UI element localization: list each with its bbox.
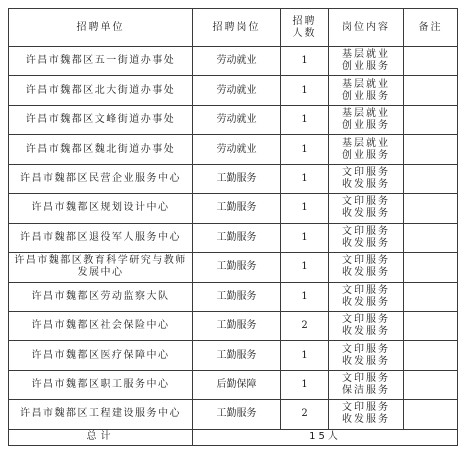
table-row [9, 282, 458, 311]
cell-content-line1: 文印服务 [342, 225, 390, 237]
cell-count: 1 [281, 223, 329, 252]
cell-content [329, 76, 404, 105]
cell-position: 工勤服务 [193, 341, 281, 370]
cell-content-line1: 文印服务 [342, 255, 390, 267]
table-row [9, 76, 458, 105]
cell-content-line1: 文印服务 [342, 314, 390, 326]
cell-unit: 许昌市魏都区民营企业服务中心 [9, 164, 193, 193]
cell-content [329, 223, 404, 252]
cell-count: 1 [281, 194, 329, 223]
cell-notes [404, 76, 458, 105]
table-row [9, 253, 458, 282]
table-row [9, 47, 458, 76]
table-row [9, 311, 458, 340]
cell-position: 劳动就业 [193, 135, 281, 164]
cell-content [329, 253, 404, 282]
total-label: 总计 [9, 429, 193, 445]
cell-content-line2: 收发服务 [342, 414, 390, 426]
recruitment-table [8, 8, 458, 446]
cell-unit: 许昌市魏都区退役军人服务中心 [9, 223, 193, 252]
header-notes: 备注 [404, 9, 458, 47]
cell-unit: 许昌市魏都区医疗保障中心 [9, 341, 193, 370]
cell-content-line1: 文印服务 [342, 343, 390, 355]
cell-position: 工勤服务 [193, 194, 281, 223]
table-row [9, 223, 458, 252]
cell-unit: 许昌市魏都区规划设计中心 [9, 194, 193, 223]
cell-count: 1 [281, 76, 329, 105]
table-row [9, 370, 458, 399]
header-row [9, 9, 458, 47]
cell-count: 1 [281, 253, 329, 282]
total-row [9, 429, 458, 445]
cell-content-line1: 文印服务 [342, 196, 390, 208]
cell-position: 劳动就业 [193, 76, 281, 105]
cell-content-line1: 基层就业 [342, 108, 390, 120]
header-count [281, 9, 329, 47]
cell-content [329, 135, 404, 164]
cell-unit: 许昌市魏都区文峰街道办事处 [9, 105, 193, 134]
cell-notes [404, 282, 458, 311]
table-row [9, 194, 458, 223]
cell-position: 劳动就业 [193, 105, 281, 134]
cell-content [329, 282, 404, 311]
cell-position: 工勤服务 [193, 282, 281, 311]
cell-notes [404, 47, 458, 76]
cell-content-line2: 收发服务 [342, 237, 390, 249]
cell-count: 1 [281, 164, 329, 193]
cell-content-line2: 保洁服务 [342, 385, 390, 397]
cell-unit: 许昌市魏都区北大街道办事处 [9, 76, 193, 105]
cell-count: 1 [281, 135, 329, 164]
cell-content [329, 370, 404, 399]
cell-content-line2: 创业服务 [342, 120, 390, 132]
cell-notes [404, 194, 458, 223]
table-row [9, 135, 458, 164]
header-count-line1: 招聘 [292, 15, 317, 27]
table-row [9, 164, 458, 193]
cell-content [329, 311, 404, 340]
cell-content [329, 194, 404, 223]
cell-unit: 许昌市魏都区社会保险中心 [9, 311, 193, 340]
cell-content-line1: 文印服务 [342, 373, 390, 385]
cell-position: 工勤服务 [193, 253, 281, 282]
cell-unit: 许昌市魏都区工程建设服务中心 [9, 400, 193, 429]
cell-unit: 许昌市魏都区劳动监察大队 [9, 282, 193, 311]
cell-notes [404, 105, 458, 134]
cell-content-line1: 文印服务 [342, 284, 390, 296]
header-unit: 招聘单位 [9, 9, 193, 47]
table-row [9, 341, 458, 370]
cell-position: 劳动就业 [193, 47, 281, 76]
cell-count: 1 [281, 105, 329, 134]
cell-notes [404, 253, 458, 282]
cell-content [329, 164, 404, 193]
cell-content-line2: 收发服务 [342, 178, 390, 190]
cell-position: 工勤服务 [193, 223, 281, 252]
cell-unit: 许昌市魏都区职工服务中心 [9, 370, 193, 399]
cell-content-line2: 收发服务 [342, 267, 390, 279]
cell-position: 工勤服务 [193, 164, 281, 193]
cell-unit: 许昌市魏都区五一街道办事处 [9, 47, 193, 76]
cell-content-line2: 收发服务 [342, 208, 390, 220]
table-row [9, 105, 458, 134]
table-row [9, 400, 458, 429]
cell-notes [404, 223, 458, 252]
cell-position: 工勤服务 [193, 311, 281, 340]
cell-count: 1 [281, 370, 329, 399]
cell-unit: 许昌市魏都区教育科学研究与教师发展中心 [9, 253, 193, 282]
cell-content [329, 105, 404, 134]
cell-content [329, 47, 404, 76]
cell-notes [404, 311, 458, 340]
cell-notes [404, 135, 458, 164]
cell-content-line1: 基层就业 [342, 78, 390, 90]
cell-notes [404, 400, 458, 429]
header-position: 招聘岗位 [193, 9, 281, 47]
cell-content-line2: 创业服务 [342, 61, 390, 73]
cell-count: 1 [281, 282, 329, 311]
cell-count: 1 [281, 47, 329, 76]
header-content: 岗位内容 [329, 9, 404, 47]
cell-position: 后勤保障 [193, 370, 281, 399]
cell-position: 工勤服务 [193, 400, 281, 429]
cell-notes [404, 370, 458, 399]
cell-content-line2: 创业服务 [342, 149, 390, 161]
cell-content-line2: 创业服务 [342, 90, 390, 102]
total-value: 15人 [193, 429, 458, 445]
cell-content-line2: 收发服务 [342, 326, 390, 338]
cell-content-line1: 文印服务 [342, 402, 390, 414]
cell-content [329, 341, 404, 370]
cell-content-line2: 收发服务 [342, 296, 390, 308]
cell-count: 2 [281, 311, 329, 340]
header-count-line2: 人数 [292, 27, 317, 39]
cell-content-line1: 文印服务 [342, 166, 390, 178]
cell-notes [404, 164, 458, 193]
cell-content [329, 400, 404, 429]
cell-content-line1: 基层就业 [342, 137, 390, 149]
cell-content-line2: 收发服务 [342, 355, 390, 367]
cell-notes [404, 341, 458, 370]
cell-count: 1 [281, 341, 329, 370]
cell-count: 2 [281, 400, 329, 429]
cell-unit: 许昌市魏都区魏北街道办事处 [9, 135, 193, 164]
cell-content-line1: 基层就业 [342, 49, 390, 61]
